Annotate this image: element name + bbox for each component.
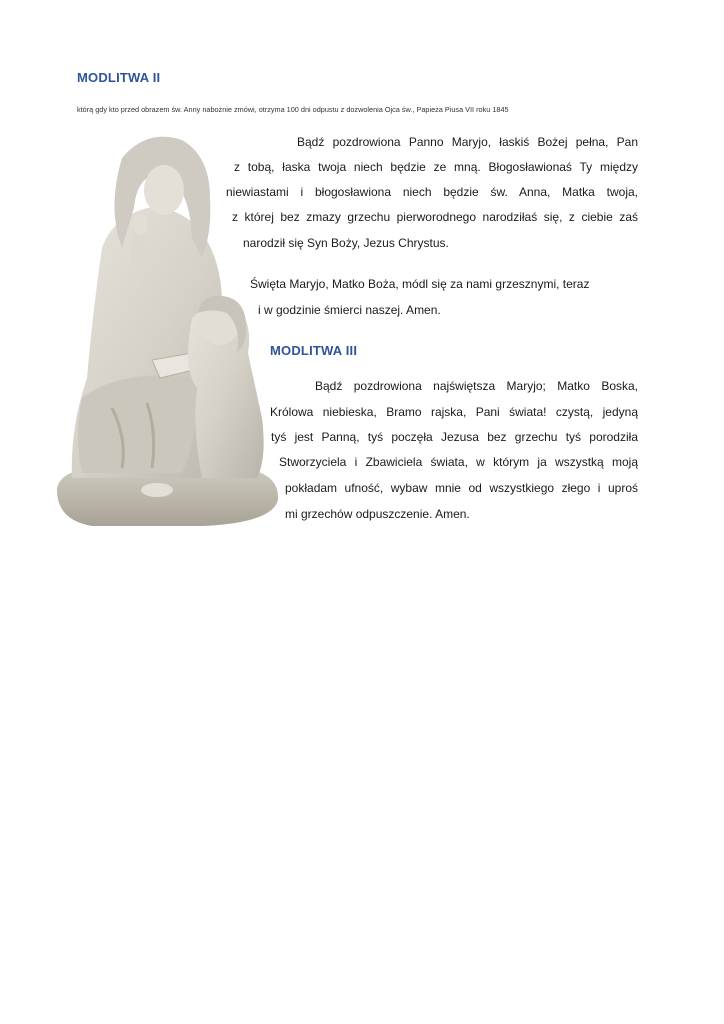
prayer-3-line-5: pokładam ufność, wybaw mnie od wszystkiego złego i uproś xyxy=(285,481,638,495)
prayer-2-line-3: niewiastami i błogosławiona niech będzie św. Anna, Matka twoja, xyxy=(226,185,638,199)
prayer-2-line-6: Święta Maryjo, Matko Boża, módl się za nami grzesznymi, teraz xyxy=(250,277,590,291)
prayer-2-line-7: i w godzinie śmierci naszej. Amen. xyxy=(258,303,441,317)
prayer-3-heading: MODLITWA III xyxy=(270,343,358,358)
prayer-3-line-1: Bądź pozdrowiona najświętsza Maryjo; Matko Boska, xyxy=(315,379,638,393)
prayer-3-line-6: mi grzechów odpuszczenie. Amen. xyxy=(285,507,470,521)
prayer-3-line-2: Królowa niebieska, Bramo rajska, Pani świata! czystą, jedyną xyxy=(270,405,638,419)
prayer-2-heading: MODLITWA II xyxy=(77,70,161,85)
prayer-2-line-5: narodził się Syn Boży, Jezus Chrystus. xyxy=(243,236,449,250)
prayer-2-line-4: z której bez zmazy grzechu pierworodnego narodziłaś się, z ciebie zaś xyxy=(232,210,638,224)
prayer-2-line-2: z tobą, łaska twoja niech będzie ze mną. Błogosławionaś Ty między xyxy=(234,160,638,174)
prayer-3-line-3: tyś jest Panną, tyś poczęła Jezusa bez grzechu tyś porodziła xyxy=(271,430,638,444)
prayer-3-line-4: Stworzyciela i Zbawiciela świata, w którym ja wszystką moją xyxy=(279,455,638,469)
prayer-2-indulgence-note: którą gdy kto przed obrazem św. Anny nabożnie zmówi, otrzyma 100 dni odpustu z dozwolenia Ojca św., Papieża Piusa VII roku 1845 xyxy=(77,105,509,114)
prayer-2-line-1: Bądź pozdrowiona Panno Maryjo, łaskiś Bożej pełna, Pan xyxy=(297,135,638,149)
